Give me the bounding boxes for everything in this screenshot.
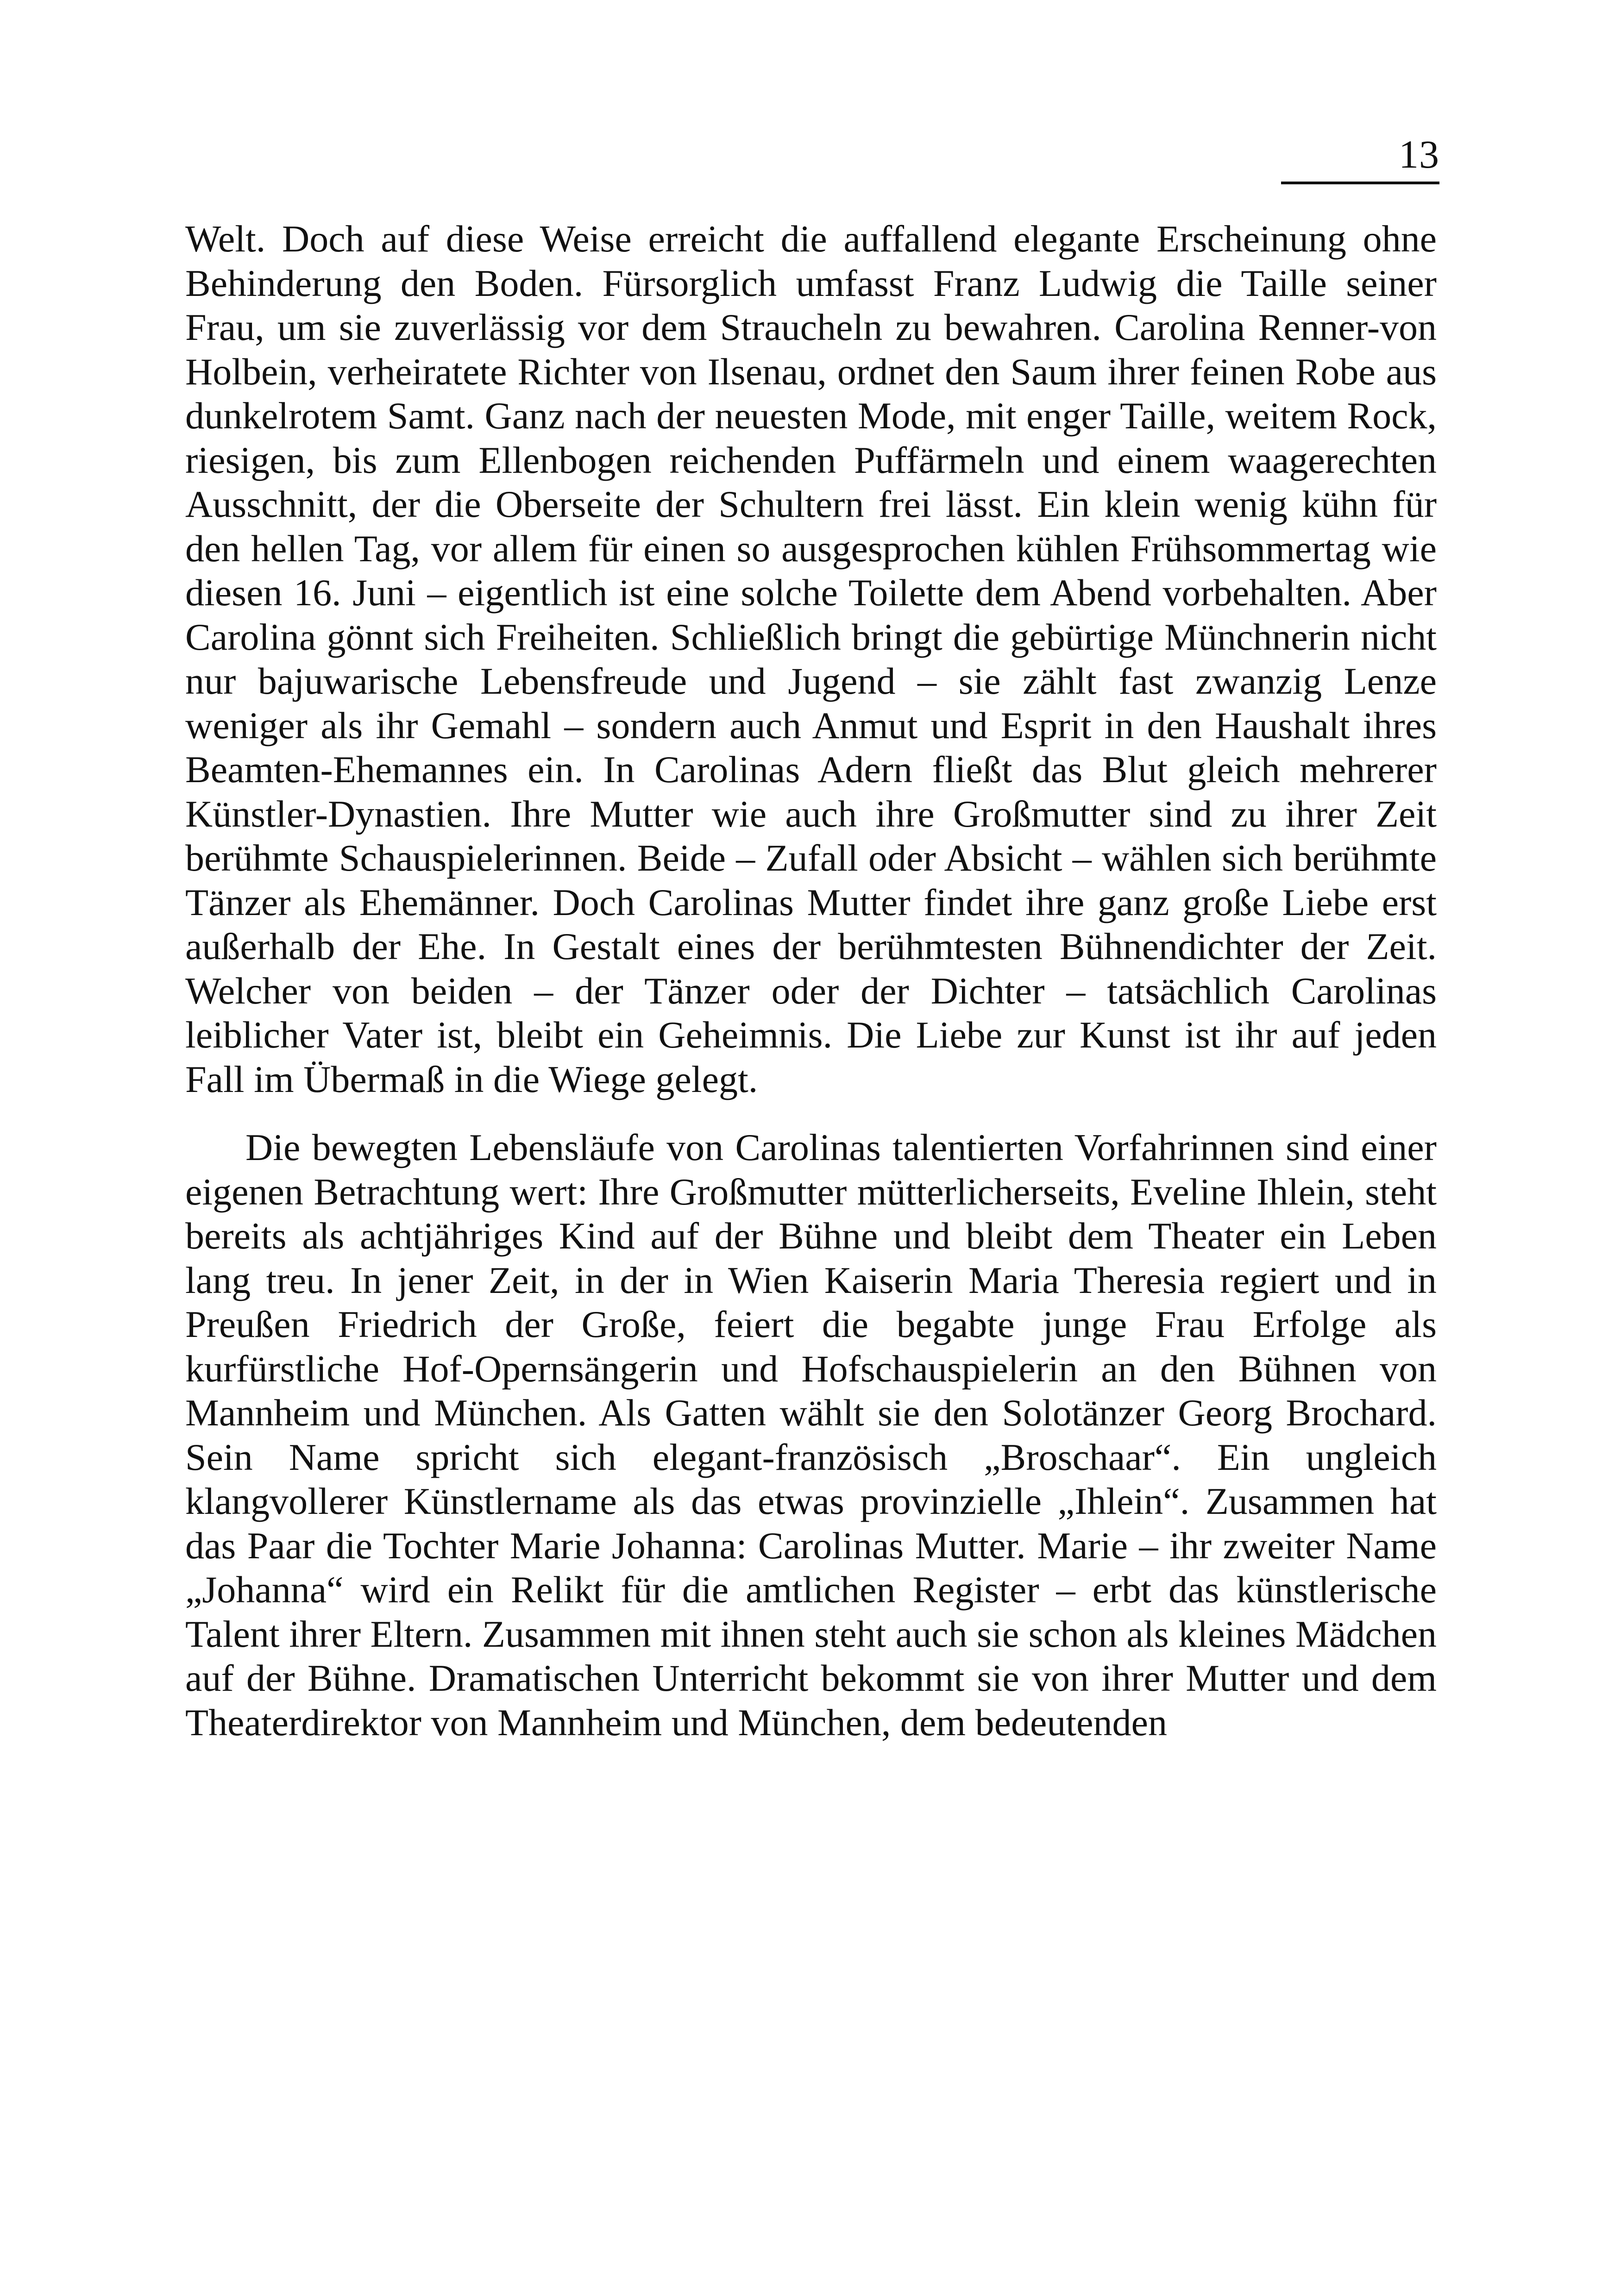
- paragraph: Welt. Doch auf diese Weise erreicht die auffallend elegante Erscheinung ohne Behinderung den Boden. Fürsorglich umfasst Franz Ludwig die Taille seiner Frau, um sie zuverlässig vor dem Straucheln zu bewahren. Carolina Renner-von Holbein, verheiratete Richter von Ilsenau, ordnet den Saum ihrer feinen Robe aus dunkelrotem Samt. Ganz nach der neuesten Mode, mit enger Taille, weitem Rock, riesigen, bis zum Ellenbogen reichenden Puffärmeln und einem waagerechten Ausschnitt, der die Oberseite der Schultern frei lässt. Ein klein wenig kühn für den hellen Tag, vor allem für einen so ausgesprochen kühlen Frühsommertag wie diesen 16. Juni – eigentlich ist eine solche Toilette dem Abend vorbehalten. Aber Carolina gönnt sich Freiheiten. Schließlich bringt die gebürtige Münchnerin nicht nur bajuwarische Lebensfreude und Jugend – sie zählt fast zwanzig Lenze weniger als ihr Gemahl – sondern auch Anmut und Esprit in den Haushalt ihres Beamten-Ehemannes ein. In Carolinas Adern fließt das Blut gleich mehrerer Künstler-Dynastien. Ihre Mutter wie auch ihre Großmutter sind zu ihrer Zeit berühmte Schauspielerinnen. Beide – Zufall oder Absicht – wählen sich berühmte Tänzer als Ehemänner. Doch Carolinas Mutter findet ihre ganz große Liebe erst außerhalb der Ehe. In Gestalt eines der berühmtesten Bühnendichter der Zeit. Welcher von beiden – der Tänzer oder der Dichter – tatsächlich Carolinas leiblicher Vater ist, bleibt ein Geheimnis. Die Liebe zur Kunst ist ihr auf jeden Fall im Übermaß in die Wiege gelegt.: [185, 218, 1437, 1100]
- header-rule: [1281, 182, 1439, 184]
- paragraph: Die bewegten Lebensläufe von Carolinas talentierten Vorfahrinnen sind einer eigenen Betrachtung wert: Ihre Großmutter mütterlicherseits, Eveline Ihlein, steht bereits als achtjähriges Kind auf der Bühne und bleibt dem Theater ein Leben lang treu. In jener Zeit, in der in Wien Kaiserin Maria Theresia regiert und in Preußen Friedrich der Große, feiert die begabte junge Frau Erfolge als kurfürstliche Hof-Opernsängerin und Hofschauspielerin an den Bühnen von Mannheim und München. Als Gatten wählt sie den Solotänzer Georg Brochard. Sein Name spricht sich elegant-französisch „Broschaar“. Ein ungleich klangvollerer Künstlername als das etwas provinzielle „Ihlein“. Zusammen hat das Paar die Tochter Marie Johanna: Carolinas Mutter. Marie – ihr zweiter Name „Johanna“ wird ein Relikt für die amtlichen Register – erbt das künstlerische Talent ihrer Eltern. Zusammen mit ihnen steht auch sie schon als kleines Mädchen auf der Bühne. Dramatischen Unterricht bekommt sie von ihrer Mutter und dem Theaterdirektor von Mannheim und München, dem bedeutenden: [185, 1126, 1437, 1744]
- body-text: [185, 217, 1437, 1744]
- page-number: 13: [1399, 132, 1439, 176]
